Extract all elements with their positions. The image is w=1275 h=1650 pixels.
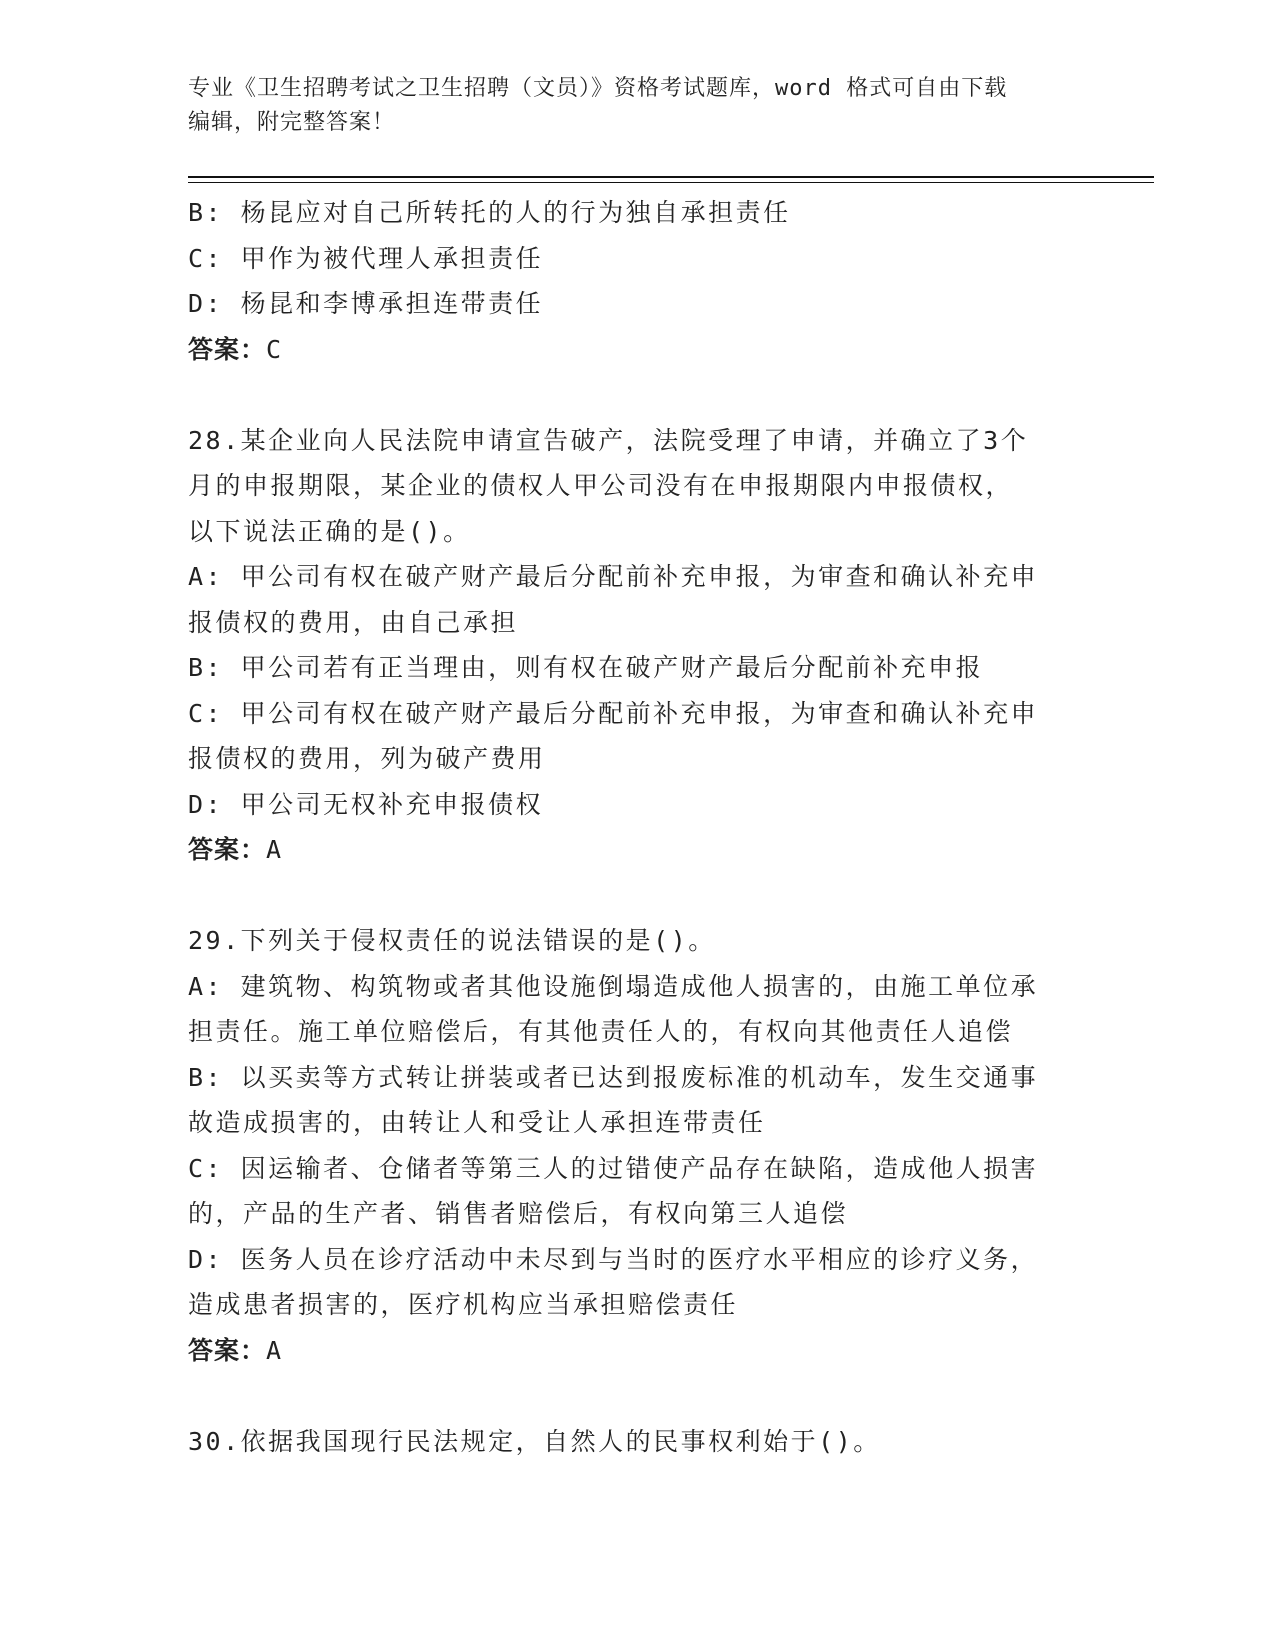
option-b: B: 甲公司若有正当理由，则有权在破产财产最后分配前补充申报 <box>188 653 984 682</box>
question-stem-line: 月的申报期限，某企业的债权人甲公司没有在申报期限内申报债权， <box>188 471 1014 500</box>
header-divider-thick <box>188 176 1154 178</box>
answer-label: 答案： <box>188 835 267 864</box>
header-text-line-1: 专业《卫生招聘考试之卫生招聘（文员）》资格考试题库，word 格式可自由下载 <box>188 76 1008 101</box>
option-a-continued: 报债权的费用，由自己承担 <box>188 607 519 637</box>
option-c-continued: 报债权的费用，列为破产费用 <box>188 744 546 773</box>
option-d: D: 杨昆和李博承担连带责任 <box>188 289 544 318</box>
answer-line <box>188 827 1088 873</box>
answer-value: C <box>266 334 283 364</box>
option-b: B: 以买卖等方式转让拼装或者已达到报废标准的机动车，发生交通事 <box>188 1062 1039 1092</box>
option-a: A: 建筑物、构筑物或者其他设施倒塌造成他人损害的，由施工单位承 <box>188 971 1039 1001</box>
answer-value: A <box>266 835 283 864</box>
question-gap <box>188 1373 1088 1419</box>
header-text-line-2: 编辑，附完整答案！ <box>188 110 396 135</box>
question-stem-line: 以下说法正确的是()。 <box>188 516 471 546</box>
option-b-continued: 故造成损害的，由转让人和受让人承担连带责任 <box>188 1108 766 1137</box>
question-stem-line: 29.下列关于侵权责任的说法错误的是()。 <box>188 926 716 955</box>
page-header <box>188 72 1068 140</box>
answer-line <box>188 327 1088 373</box>
option-c: C: 甲作为被代理人承担责任 <box>188 243 544 273</box>
option-d: D: 甲公司无权补充申报债权 <box>188 789 544 819</box>
question-gap <box>188 372 1088 418</box>
question-gap <box>188 873 1088 919</box>
question-content <box>188 190 1088 1464</box>
option-a: A: 甲公司有权在破产财产最后分配前补充申报，为审查和确认补充申 <box>188 562 1039 591</box>
question-30 <box>188 1419 1088 1465</box>
question-stem-line: 30.依据我国现行民法规定，自然人的民事权利始于()。 <box>188 1426 881 1456</box>
question-27 <box>188 190 1088 372</box>
answer-label: 答案： <box>188 1335 267 1365</box>
question-28 <box>188 418 1088 873</box>
question-stem-line: 28.某企业向人民法院申请宣告破产，法院受理了申请，并确立了3个 <box>188 425 1029 455</box>
option-a-continued: 担责任。施工单位赔偿后，有其他责任人的，有权向其他责任人追偿 <box>188 1017 1014 1046</box>
option-d: D: 医务人员在诊疗活动中未尽到与当时的医疗水平相应的诊疗义务， <box>188 1244 1039 1274</box>
option-c: C: 甲公司有权在破产财产最后分配前补充申报，为审查和确认补充申 <box>188 698 1039 728</box>
answer-line <box>188 1328 1088 1374</box>
header-divider-thin <box>188 182 1154 183</box>
question-29 <box>188 918 1088 1373</box>
option-c-continued: 的，产品的生产者、销售者赔偿后，有权向第三人追偿 <box>188 1199 849 1228</box>
option-d-continued: 造成患者损害的，医疗机构应当承担赔偿责任 <box>188 1290 739 1319</box>
answer-value: A <box>266 1335 283 1365</box>
option-b: B: 杨昆应对自己所转托的人的行为独自承担责任 <box>188 198 791 227</box>
answer-label: 答案： <box>188 334 267 364</box>
option-c: C: 因运输者、仓储者等第三人的过错使产品存在缺陷，造成他人损害 <box>188 1153 1039 1183</box>
